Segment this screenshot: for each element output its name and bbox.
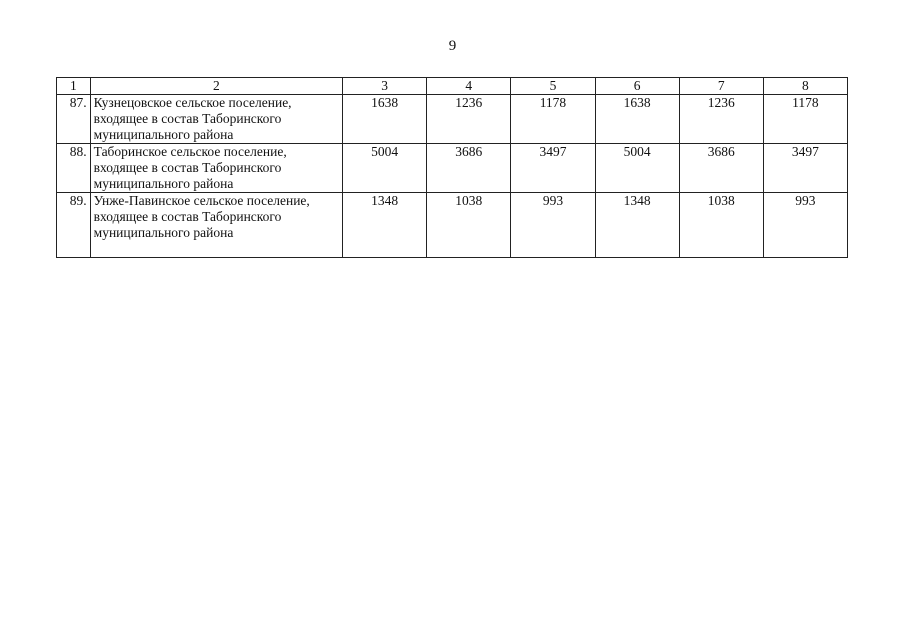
column-header: 3 bbox=[343, 78, 427, 95]
column-header: 4 bbox=[427, 78, 511, 95]
value-cell: 1236 bbox=[427, 95, 511, 144]
table-header-row bbox=[57, 78, 848, 95]
table-row bbox=[57, 193, 848, 258]
column-header: 8 bbox=[763, 78, 847, 95]
value-cell: 1638 bbox=[595, 95, 679, 144]
settlement-name: Кузнецовское сельское поселение, входящее в состав Таборинского муниципального района bbox=[90, 95, 342, 144]
row-number: 87. bbox=[57, 95, 91, 144]
value-cell: 1038 bbox=[427, 193, 511, 258]
value-cell: 1178 bbox=[763, 95, 847, 144]
column-header: 2 bbox=[90, 78, 342, 95]
settlement-name: Унже-Павинское сельское поселение, входящее в состав Таборинского муниципального района bbox=[90, 193, 342, 258]
table-row bbox=[57, 144, 848, 193]
column-header: 7 bbox=[679, 78, 763, 95]
value-cell: 1638 bbox=[343, 95, 427, 144]
value-cell: 5004 bbox=[343, 144, 427, 193]
value-cell: 3497 bbox=[763, 144, 847, 193]
column-header: 1 bbox=[57, 78, 91, 95]
row-number: 88. bbox=[57, 144, 91, 193]
value-cell: 993 bbox=[511, 193, 595, 258]
value-cell: 1178 bbox=[511, 95, 595, 144]
table-row bbox=[57, 95, 848, 144]
row-number: 89. bbox=[57, 193, 91, 258]
value-cell: 3686 bbox=[427, 144, 511, 193]
value-cell: 3686 bbox=[679, 144, 763, 193]
value-cell: 1348 bbox=[595, 193, 679, 258]
data-table bbox=[56, 77, 848, 258]
value-cell: 993 bbox=[763, 193, 847, 258]
column-header: 6 bbox=[595, 78, 679, 95]
page-number: 9 bbox=[448, 38, 457, 54]
value-cell: 1348 bbox=[343, 193, 427, 258]
column-header: 5 bbox=[511, 78, 595, 95]
value-cell: 1038 bbox=[679, 193, 763, 258]
settlement-name: Таборинское сельское поселение, входящее в состав Таборинского муниципального района bbox=[90, 144, 342, 193]
value-cell: 5004 bbox=[595, 144, 679, 193]
value-cell: 1236 bbox=[679, 95, 763, 144]
value-cell: 3497 bbox=[511, 144, 595, 193]
